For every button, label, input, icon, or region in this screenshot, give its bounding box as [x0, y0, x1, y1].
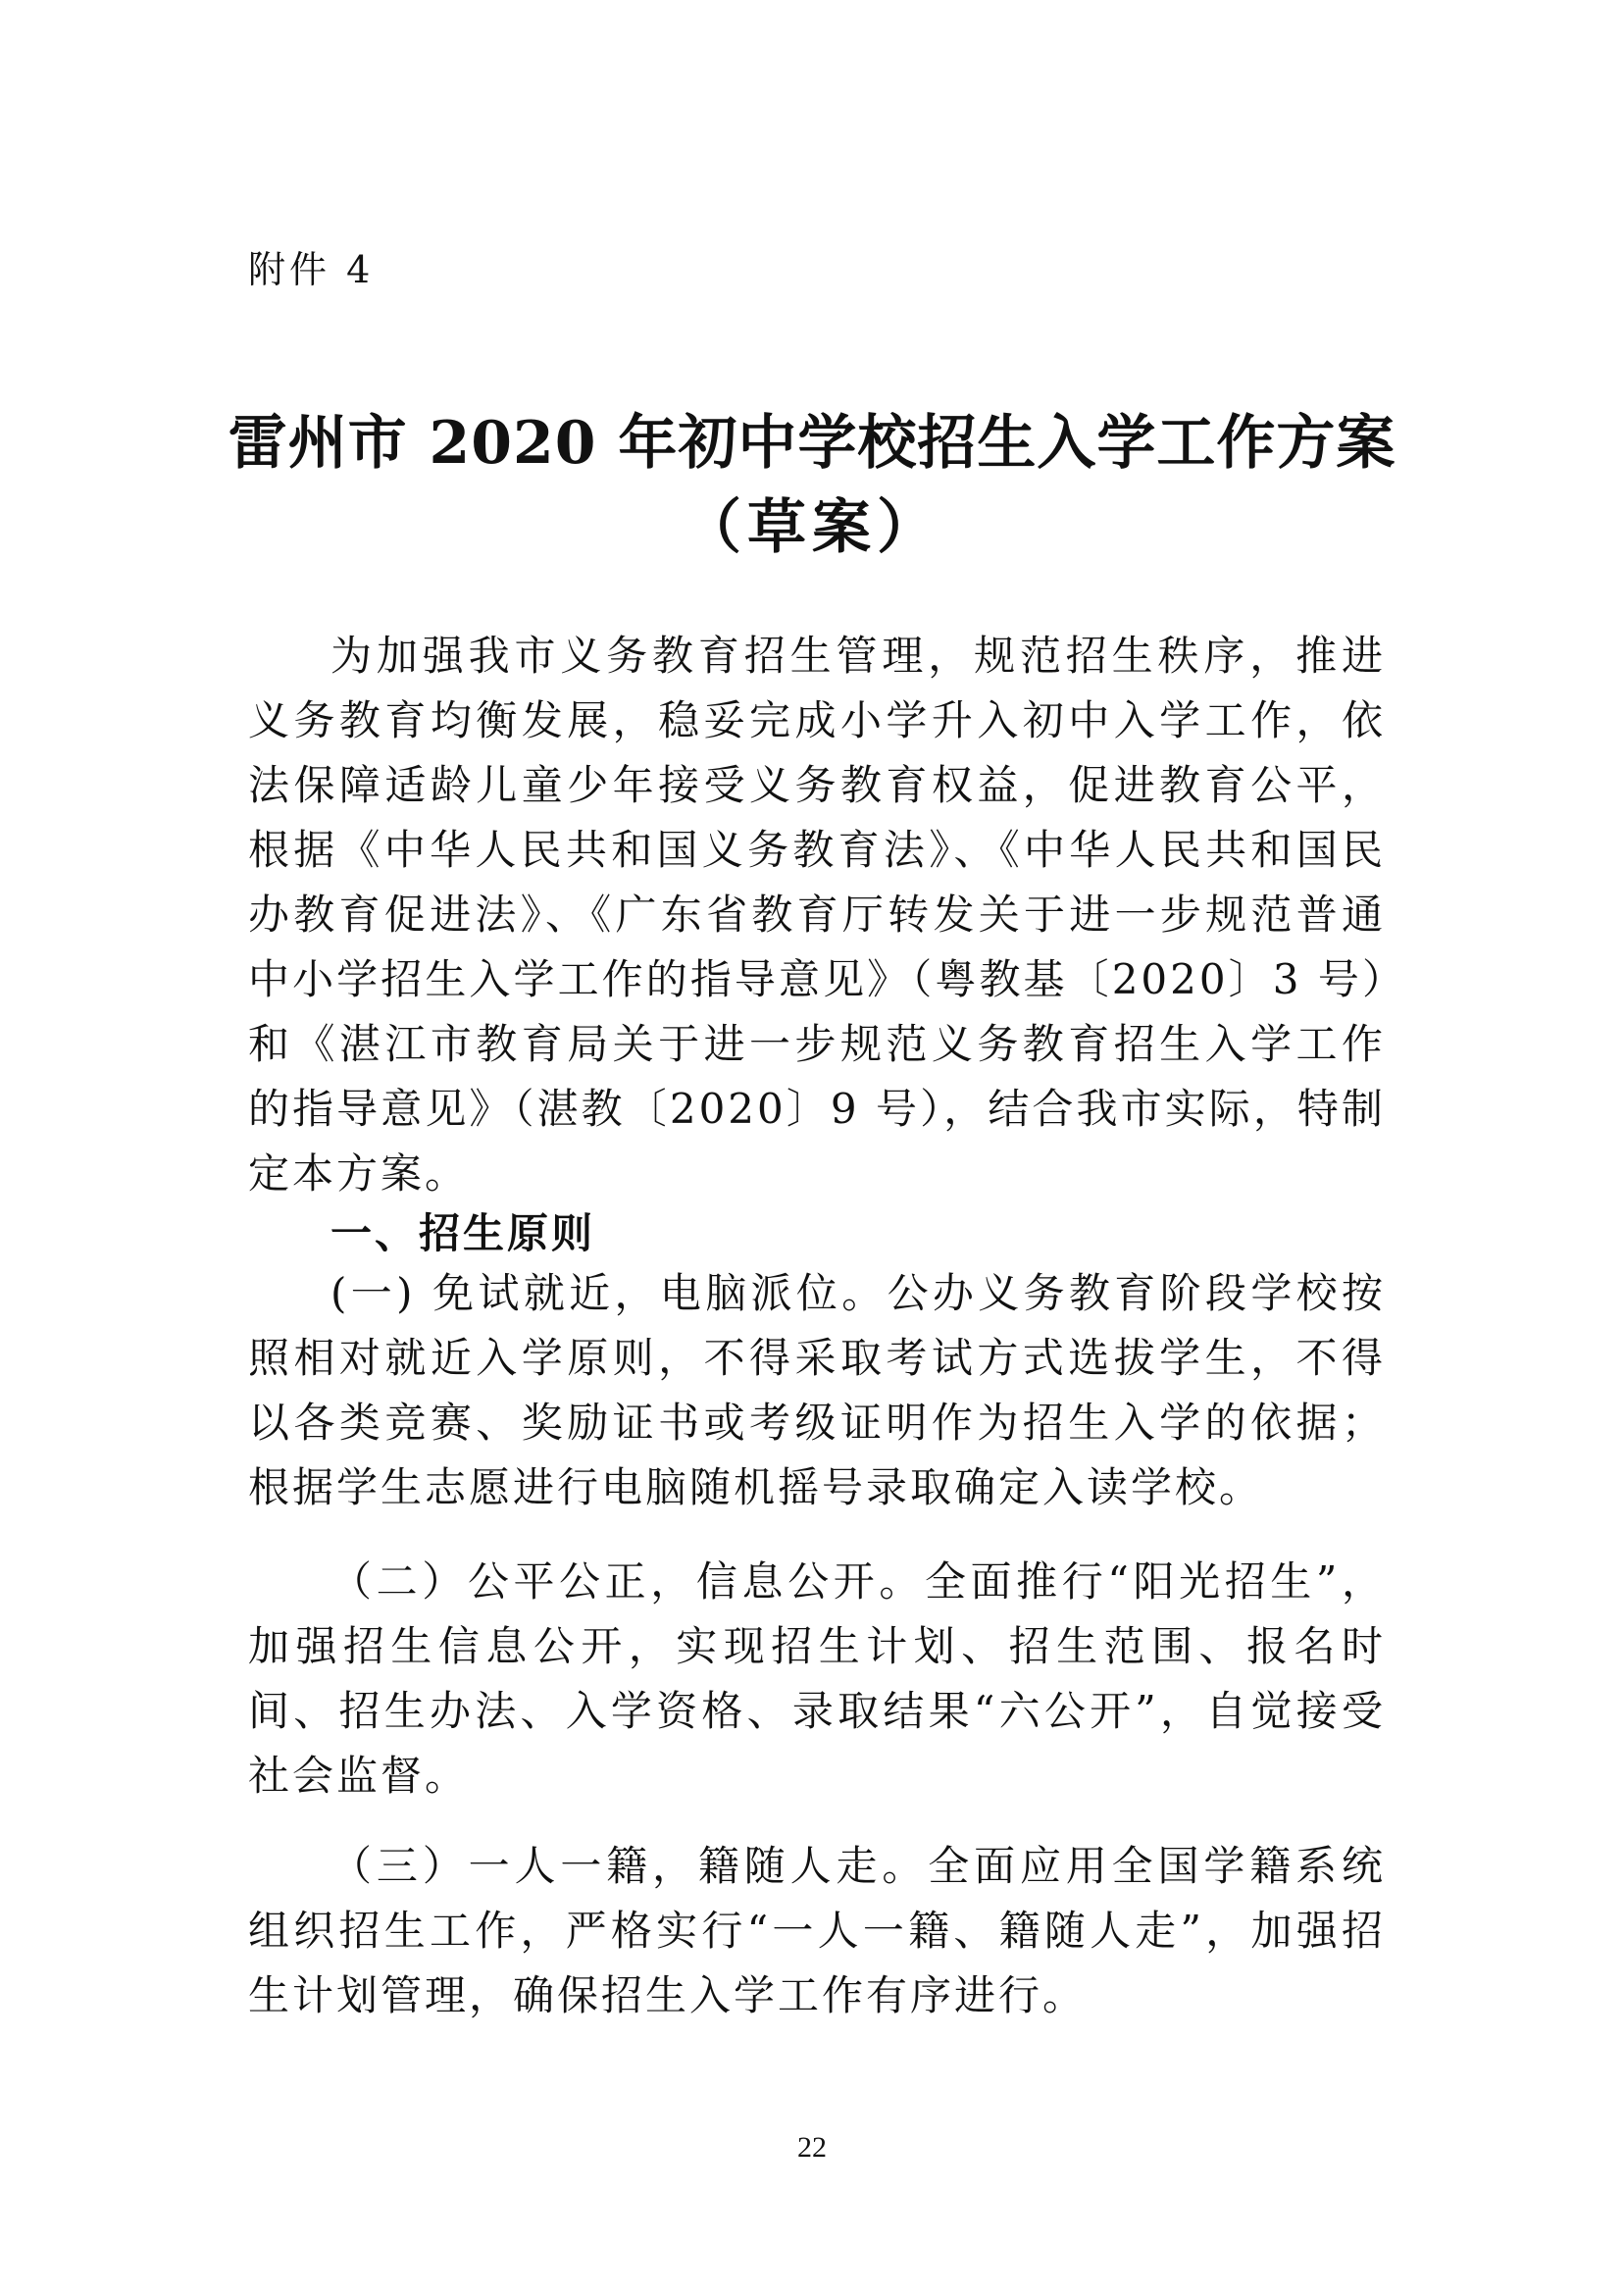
principle-paragraph-3: （三）一人一籍，籍随人走。全面应用全国学籍系统组织招生工作，严格实行“一人一籍、籍随人走”，加强招生计划管理，确保招生入学工作有序进行。 — [248, 1842, 1386, 2019]
intro-paragraph: 为加强我市义务教育招生管理，规范招生秩序，推进义务教育均衡发展，稳妥完成小学升入初中入学工作，依法保障适龄儿童少年接受义务教育权益，促进教育公平，根据《中华人民共和国义务教育法》、《中华人民共和国民办教育促进法》、《广东省教育厅转发关于进一步规范普通中小学招生入学工作的指导意见》（粤教基〔2020〕3 号）和《湛江市教育局关于进一步规范义务教育招生入学工作的指导意见》（湛教〔2020〕9 号），结合我市实际，特制定本方案。 — [248, 632, 1386, 1198]
section-heading: 一、招生原则 — [330, 1209, 596, 1257]
document-subtitle: （草案） — [683, 493, 941, 562]
document-title: 雷州市 2020 年初中学校招生入学工作方案 — [228, 409, 1396, 478]
principle-paragraph-2: （二）公平公正，信息公开。全面推行“阳光招生”，加强招生信息公开，实现招生计划、招生范围、报名时间、招生办法、入学资格、录取结果“六公开”，自觉接受社会监督。 — [248, 1557, 1386, 1800]
principle-paragraph-1: (一) 免试就近，电脑派位。公办义务教育阶段学校按照相对就近入学原则，不得采取考试方式选拔学生，不得以各类竞赛、奖励证书或考级证明作为招生入学的依据；根据学生志愿进行电脑随机摇号录取确定入读学校。 — [248, 1269, 1386, 1511]
page-number: 22 — [797, 2131, 827, 2164]
attachment-label: 附件 4 — [248, 248, 375, 291]
